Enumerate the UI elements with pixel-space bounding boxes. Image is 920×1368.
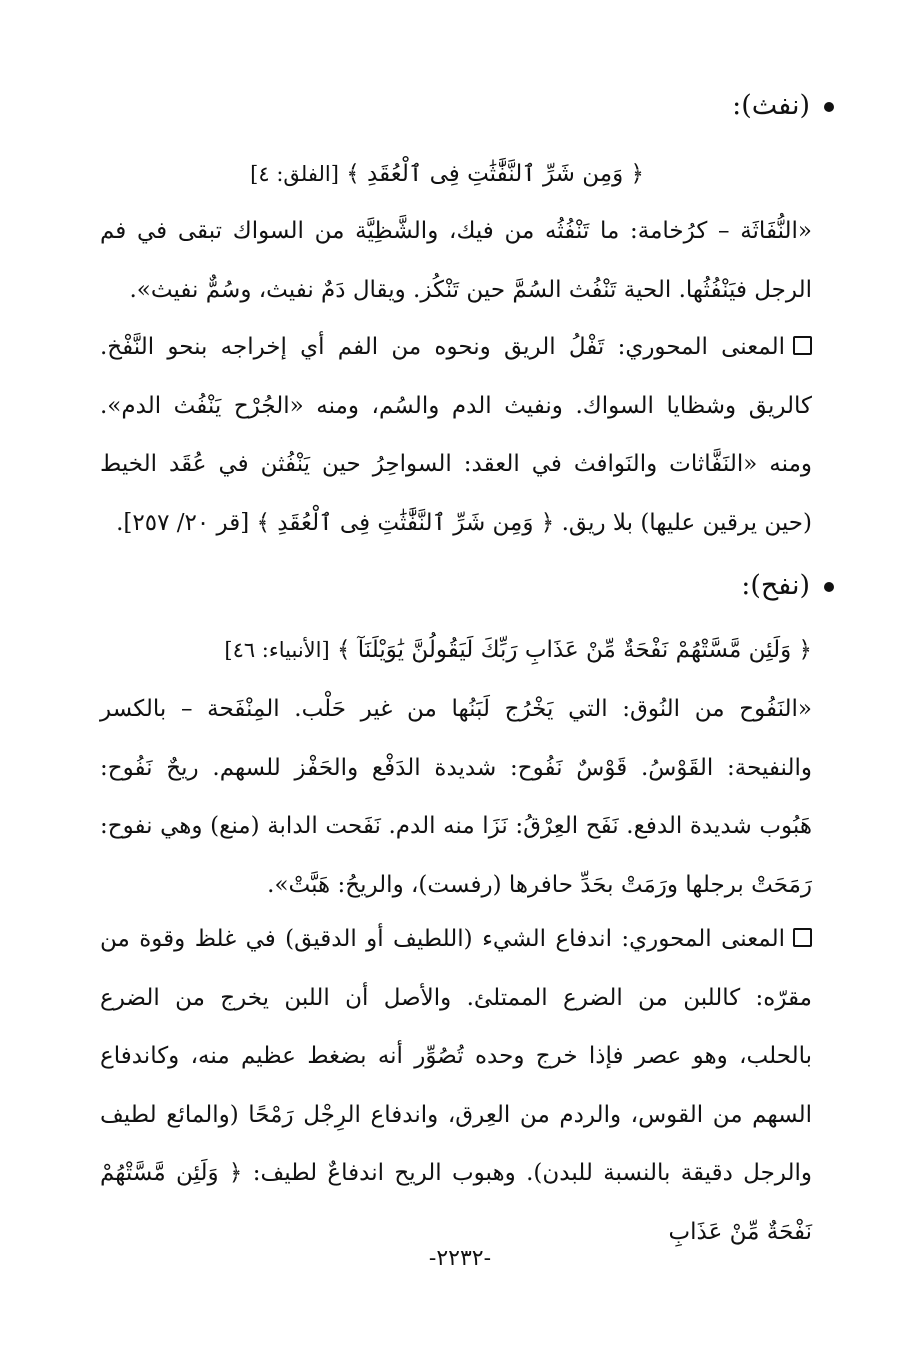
entry-heading-nafah [741, 566, 834, 606]
entry-heading-text: (نفح): [741, 570, 810, 601]
entry-heading-nafath [732, 86, 834, 126]
quote-text: «النُّفَاثَة – كرُخامة: ما تَنْفُثُه من فيك، والشَّظِيَّة من السواك تبقى في فم الرجل فيَنْفُثُها. الحية تَنْفُث السُمَّ حين تَنْكُز. ويقال دَمٌ نفيث، وسُمٌّ نفيث». [100, 218, 812, 303]
verse-reference: [الفلق: ٤] [250, 162, 339, 186]
quran-verse [224, 630, 812, 670]
square-marker-icon [793, 336, 812, 355]
verse-reference: [الأنبياء: ٤٦] [224, 638, 330, 662]
bullet-icon [824, 582, 834, 592]
square-marker-icon [793, 928, 812, 947]
lexical-quote [100, 202, 812, 319]
central-meaning-text [100, 910, 812, 1261]
central-meaning-body: تَفْلُ الريق ونحوه من الفم أي إخراجه بنحو النَّفْخ. كالريق وشظايا السواك. ونفيث الدم والسُم، ومنه «الجُرْح يَنْفُث الدم». ومنه «النَفَّاثات والنَوافث في العقد: السواحِرُ حين يَنْفُثن في عُقَد الخيط (حين يرقين عليها) بلا ريق. ﴿ وَمِن شَرِّ ٱلنَّفَّٰثَٰتِ فِى ٱلْعُقَدِ ﴾ [قر ٢٠/ ٢٥٧]. [100, 334, 812, 536]
central-meaning-label: المعنى المحوري: [621, 926, 786, 952]
central-meaning-text [100, 318, 812, 552]
page-number: -٢٢٣٢- [428, 1246, 492, 1271]
central-meaning-paragraph [100, 910, 812, 1261]
quran-verse [250, 154, 644, 194]
quote-text: «النَفُوح من النُوق: التي يَخْرُج لَبَنُها من غير حَلْب. المِنْفَحة – بالكسر والنفيحة: القَوْسُ. قَوْسٌ نَفُوح: شديدة الدَفْع والحَفْز للسهم. ريحٌ نَفُوح: هَبُوب شديدة الدفع. نَفَح العِرْقُ: نَزَا منه الدم. نَفَحت الدابة (منع) وهي نفوح: رَمَحَتْ برجلها ورَمَتْ بحَدِّ حافرها (رفست)، والريحُ: هَبَّتْ». [100, 696, 812, 898]
central-meaning-paragraph [100, 318, 812, 552]
lexical-quote [100, 680, 812, 914]
central-meaning-body: اندفاع الشيء (اللطيف أو الدقيق) في غلظ وقوة من مقرّه: كاللبن من الضرع الممتلئ. والأصل أن اللبن يخرج من الضرع بالحلب، وهو عصر فإذا خرج وحده تُصُوِّر أنه بضغط عظيم منه، وكاندفاع السهم من القوس، والردم من العِرق، واندفاع الرِجْل رَمْحًا (والمائع لطيف والرجل دقيقة بالنسبة للبدن). وهبوب الريح اندفاعٌ لطيف: ﴿ وَلَئِن مَّسَّتْهُمْ نَفْحَةٌ مِّنْ عَذَابِ [100, 926, 812, 1245]
verse-text: ﴿ وَلَئِن مَّسَّتْهُمْ نَفْحَةٌ مِّنْ عَذَابِ رَبِّكَ لَيَقُولُنَّ يَٰوَيْلَنَآ ﴾ [336, 637, 812, 663]
entry-heading-text: (نفث): [732, 90, 810, 121]
central-meaning-label: المعنى المحوري: [617, 334, 786, 360]
verse-text: ﴿ وَمِن شَرِّ ٱلنَّفَّٰثَٰتِ فِى ٱلْعُقَدِ ﴾ [346, 161, 644, 187]
bullet-icon [824, 102, 834, 112]
